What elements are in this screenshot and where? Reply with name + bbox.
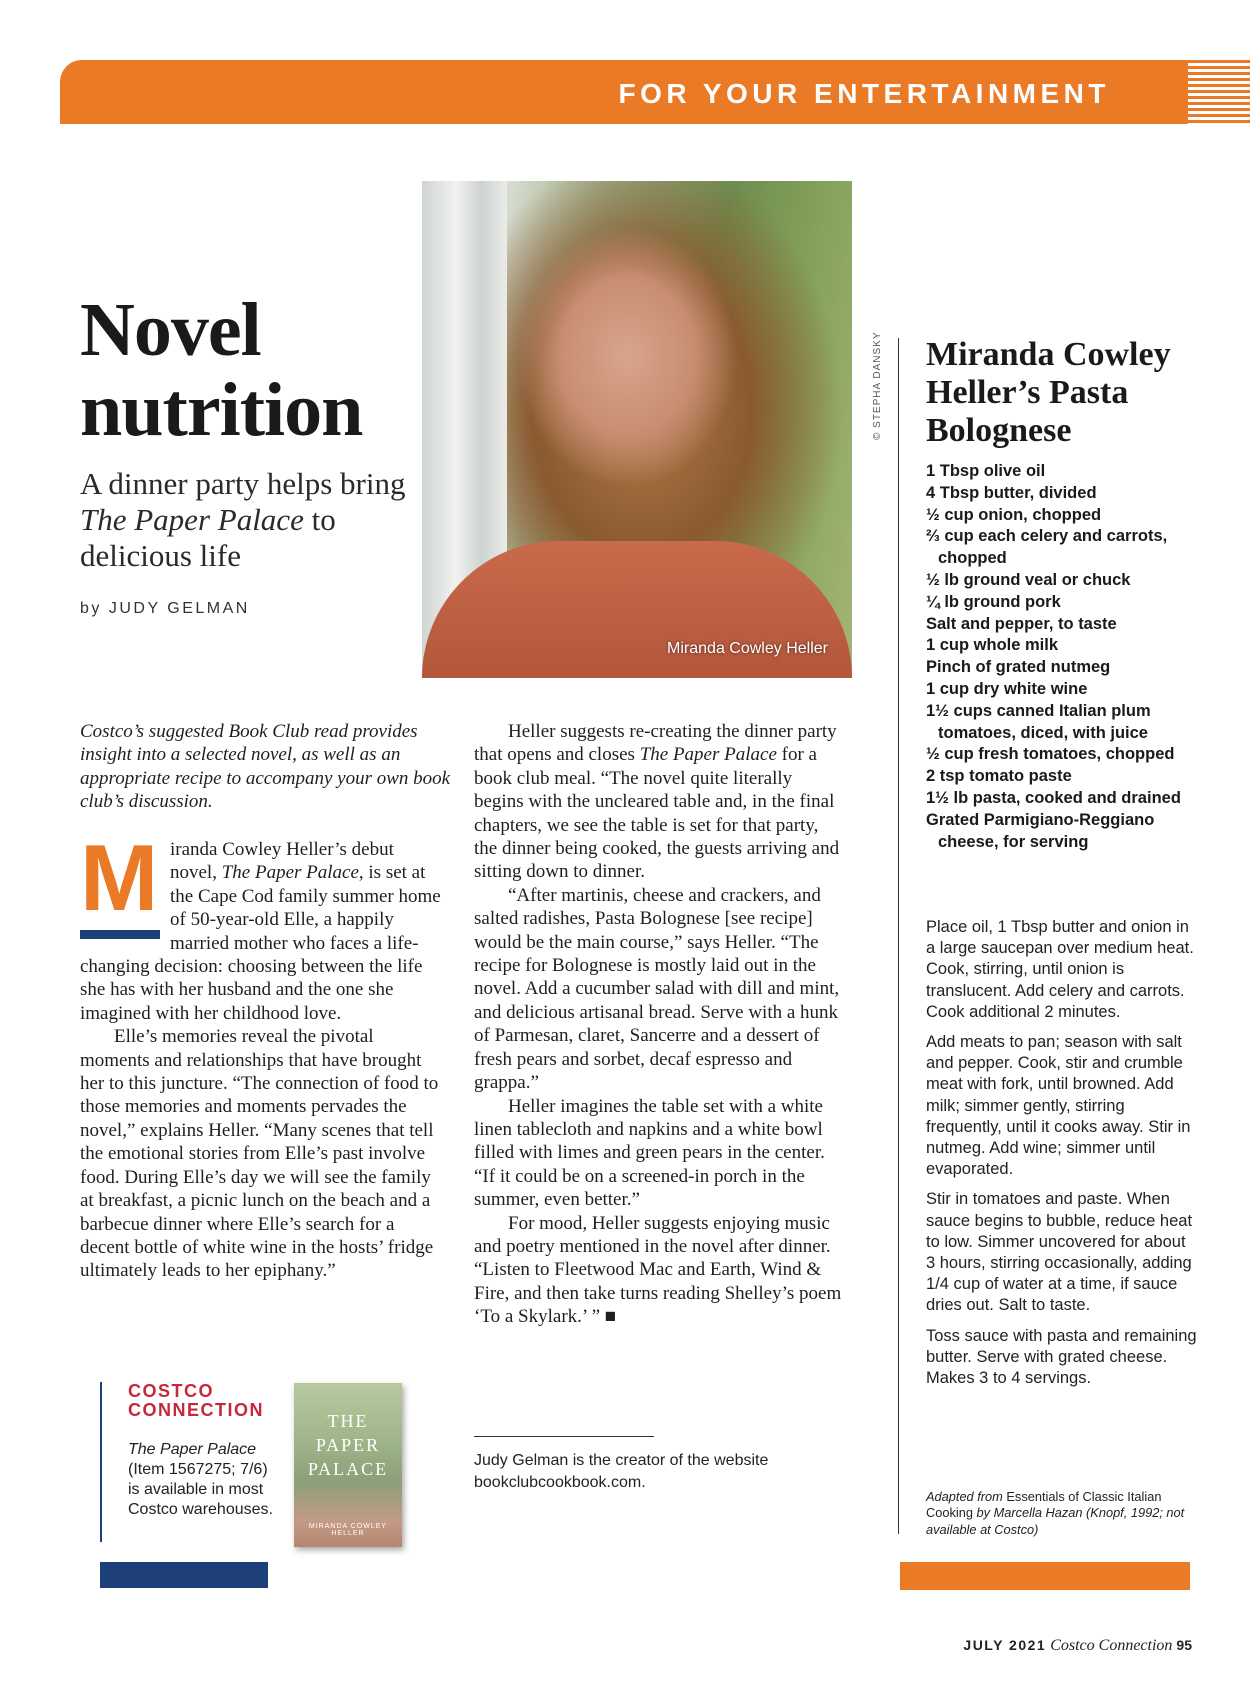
deck-text: A dinner party helps bring xyxy=(80,466,406,501)
ingredient-item: 4 Tbsp butter, divided xyxy=(926,483,1097,502)
paragraph-2: Elle’s memories reveal the pivotal moments and relationships that have brought her to this juncture. “The connection of food to those memories and moments pervades the novel,” explains Heller. “Many scenes that tell the emotional stories from Elle’s past involve food. During Elle’s day we will see the family at breakfast, a picnic lunch on the beach and a barbecue dinner where Elle’s search for a decent bottle of white wine in the hosts’ fridge ultimately leads to her epiphany.” xyxy=(80,1026,439,1282)
ingredient-item: Pinch of grated nutmeg xyxy=(926,658,1111,677)
source-book: Essentials of Classic Italian Cooking xyxy=(926,1489,1162,1521)
issue-date: JULY 2021 xyxy=(963,1637,1047,1653)
page-folio xyxy=(963,1637,1192,1655)
page-number: 95 xyxy=(1176,1637,1192,1653)
costco-connection-text xyxy=(128,1440,278,1520)
title-line-2: nutrition xyxy=(80,368,363,452)
ingredient-item: ½ cup fresh tomatoes, chopped xyxy=(926,745,1175,764)
deck-book-title: The Paper Palace xyxy=(80,502,304,537)
paragraph-3-book-title: The Paper Palace xyxy=(639,744,777,766)
recipe-step: Toss sauce with pasta and remaining butter. Serve with grated cheese. Makes 3 to 4 servings. xyxy=(926,1326,1197,1388)
author-bio: Judy Gelman is the creator of the website bookclubcookbook.com. xyxy=(474,1452,769,1491)
paragraph-1-book-title: The Paper Palace xyxy=(221,862,359,884)
ingredient-item: 1½ lb pasta, cooked and drained xyxy=(926,788,1181,807)
book-cover xyxy=(294,1383,402,1547)
deck-text-end: to delicious life xyxy=(80,502,336,573)
paragraph-3-text: Heller suggests re-creating the dinner party that opens and closes xyxy=(474,721,837,766)
cover-title-1: THE xyxy=(327,1411,369,1431)
article-column-1 xyxy=(80,825,442,1283)
item-details: (Item 1567275; 7/6) is available in most Costco warehouses. xyxy=(128,1461,273,1518)
recipe-steps xyxy=(926,917,1198,1398)
banner-stripes xyxy=(1188,60,1250,124)
book-title: The Paper Palace xyxy=(128,1441,257,1458)
magazine-name: Costco Connection xyxy=(1050,1637,1173,1654)
photo-credit: © STEPHA DANSKY xyxy=(872,331,883,440)
paragraph-4: “After martinis, cheese and crackers, and salted radishes, Pasta Bolognese [see recipe] would be the main course,” says Heller. “The recipe for Bolognese is mostly laid out in the novel. Add a cucumber salad with dill and mint, and delicious artisanal bread. Serve with a hunk of Parmesan, claret, Sancerre and a dessert of fresh pears and sorbet, decaf espresso and grappa.” xyxy=(474,884,840,1094)
cover-title-3: PALACE xyxy=(307,1459,389,1479)
ingredient-item: ¼ lb ground pork xyxy=(926,592,1061,611)
ingredient-item: ⅔ cup each celery and carrots, chopped xyxy=(926,527,1168,568)
ingredient-item: 1½ cups canned Italian plum tomatoes, diced, with juice xyxy=(926,701,1151,742)
author-photo xyxy=(422,181,852,678)
source-prefix: Adapted from xyxy=(926,1489,1007,1504)
book-cover-title xyxy=(294,1409,402,1481)
paragraph-1 xyxy=(80,825,442,1025)
paragraph-6: For mood, Heller suggests enjoying music and poetry mentioned in the novel after dinner. “Listen to Fleetwood Mac and Earth, Wind & Fire, and then take turns reading Shelley’s poem ‘To a Skylark.’ ” ■ xyxy=(474,1212,842,1328)
paragraph-1-text: iranda Cowley Heller’s debut novel, xyxy=(170,839,394,884)
ingredient-item: ½ lb ground veal or chuck xyxy=(926,570,1131,589)
drop-cap: M xyxy=(80,840,160,939)
recipe-step: Place oil, 1 Tbsp butter and onion in a large saucepan over medium heat. Cook, stirring, until onion is translucent. Add celery and carrots. Cook additional 2 minutes. xyxy=(926,918,1194,1021)
article-title xyxy=(80,290,362,450)
cover-title-2: PAPER xyxy=(315,1435,381,1455)
paragraph-5: Heller imagines the table set with a white linen tablecloth and napkins and a white bowl filled with limes and green pears in the center. “If it could be on a screened-in porch in the summer, even better.” xyxy=(474,1095,825,1211)
recipe-footer-bar xyxy=(900,1562,1190,1590)
heading-line-2: CONNECTION xyxy=(128,1400,264,1420)
costco-connection-rule xyxy=(100,1382,102,1542)
section-label: FOR YOUR ENTERTAINMENT xyxy=(618,78,1110,109)
ingredient-item: 2 tsp tomato paste xyxy=(926,767,1072,786)
heading-line-1: COSTCO xyxy=(128,1381,215,1401)
recipe-step: Add meats to pan; season with salt and pepper. Cook, stir and crumble meat with fork, until browned. Add milk; simmer gently, stirring frequently, until it cooks away. Stir in nutmeg. Add wine; simmer until evaporated. xyxy=(926,1033,1191,1179)
article-intro: Costco’s suggested Book Club read provides insight into a selected novel, as well as an appropriate recipe to accompany your own book club’s discussion. xyxy=(80,721,451,813)
paragraph-3 xyxy=(474,720,844,884)
ingredient-item: Grated Parmigiano-Reggiano cheese, for serving xyxy=(926,810,1155,851)
recipe-title: Miranda Cowley Heller’s Pasta Bolognese xyxy=(926,336,1171,449)
ingredient-item: 1 cup whole milk xyxy=(926,636,1059,655)
ingredient-item: 1 Tbsp olive oil xyxy=(926,462,1046,480)
title-line-1: Novel xyxy=(80,288,261,372)
byline: by JUDY GELMAN xyxy=(80,600,250,617)
recipe-step: Stir in tomatoes and paste. When sauce begins to bubble, reduce heat to low. Simmer uncovered for about 3 hours, stirring occasionally, adding 1/4 cup of water at a time, if sauce dries out. Salt to taste. xyxy=(926,1190,1193,1315)
paragraph-3-text-end: for a book club meal. “The novel quite literally begins with the uncleared table and, in the final chapters, we see the table is set for that party, the dinner being cooked, the guests arriving and sitting down to dinner. xyxy=(474,744,840,883)
book-cover-author: MIRANDA COWLEY HELLER xyxy=(308,1523,388,1537)
ingredient-item: 1 cup dry white wine xyxy=(926,679,1088,698)
article-column-2 xyxy=(474,720,844,1329)
recipe-source xyxy=(926,1489,1198,1538)
bio-divider xyxy=(474,1436,654,1437)
costco-connection-footer-bar xyxy=(100,1562,268,1588)
article-deck xyxy=(80,466,440,574)
ingredient-item: Salt and pepper, to taste xyxy=(926,614,1117,633)
ingredient-list xyxy=(926,461,1206,853)
photo-caption: Miranda Cowley Heller xyxy=(667,640,828,657)
recipe-divider xyxy=(898,338,899,1534)
ingredient-item: ½ cup onion, chopped xyxy=(926,505,1102,524)
source-suffix: by Marcella Hazan (Knopf, 1992; not available at Costco) xyxy=(926,1505,1185,1537)
costco-connection-heading xyxy=(128,1382,264,1420)
paragraph-1-text-end: , is set at the Cape Cod family summer home of 50-year-old Elle, a happily married mother who faces a life-changing decision: choosing between the life she has with her husband and the one she imagined with her childhood love. xyxy=(80,862,441,1024)
